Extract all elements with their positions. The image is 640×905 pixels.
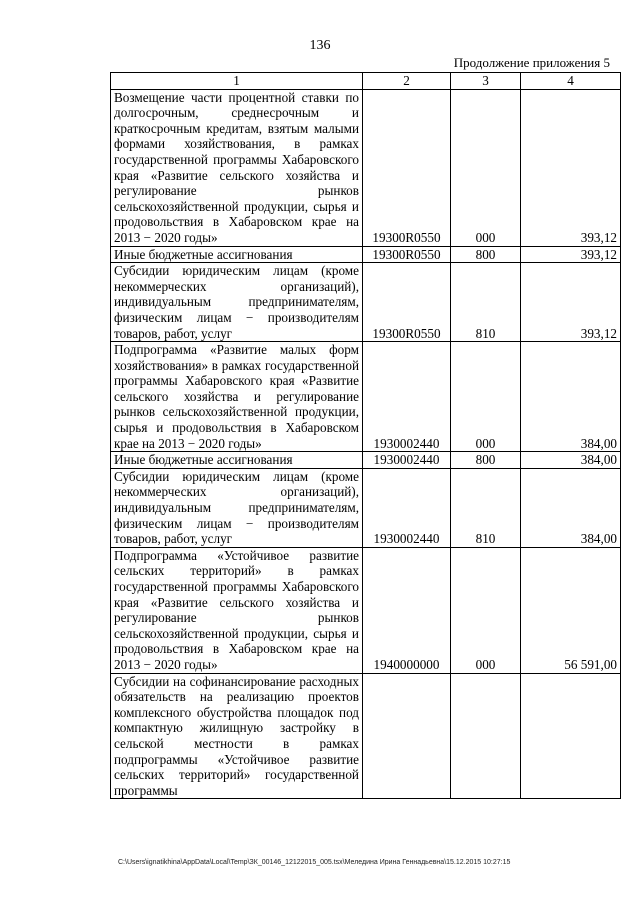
row-name: Субсидии юридическим лицам (кроме некоммерческих организаций), индивидуальным предпринимателям, физическим лицам − производителям товаров, работ, услуг — [111, 468, 363, 547]
column-header: 4 — [521, 73, 621, 90]
column-header: 1 — [111, 73, 363, 90]
row-code: 19300R0550 — [363, 89, 451, 246]
column-header: 2 — [363, 73, 451, 90]
row-amount: 393,12 — [521, 263, 621, 342]
row-code: 1930002440 — [363, 452, 451, 469]
row-type: 810 — [451, 263, 521, 342]
table-row — [111, 89, 621, 246]
row-amount: 384,00 — [521, 452, 621, 469]
table-row — [111, 246, 621, 263]
table-row — [111, 468, 621, 547]
row-code: 19300R0550 — [363, 263, 451, 342]
footer-file-path: C:\Users\ignatikhina\AppData\Local\Temp\ЗК_00146_12122015_005.tsx\Меледина Ирина Геннадьевна\15.12.2015 10:27:15 — [118, 859, 511, 866]
row-type: 810 — [451, 468, 521, 547]
row-amount — [521, 673, 621, 799]
row-name: Иные бюджетные ассигнования — [111, 452, 363, 469]
row-code: 1930002440 — [363, 468, 451, 547]
row-name: Подпрограмма «Развитие малых форм хозяйствования» в рамках государственной программы Хабаровского края «Развитие сельского хозяйства и регулирование рынков сельскохозяйственной продукции, сырья и продовольствия в Хабаровском крае на 2013 − 2020 годы» — [111, 342, 363, 452]
table-row — [111, 547, 621, 673]
row-code: 1940000000 — [363, 547, 451, 673]
row-amount: 384,00 — [521, 342, 621, 452]
row-type: 000 — [451, 342, 521, 452]
row-name: Иные бюджетные ассигнования — [111, 246, 363, 263]
row-name: Подпрограмма «Устойчивое развитие сельских территорий» в рамках государственной программы Хабаровского края «Развитие сельского хозяйства и регулирование рынков сельскохозяйственной продукции, сырья и продовольствия в Хабаровском крае на 2013 − 2020 годы» — [111, 547, 363, 673]
row-name: Субсидии на софинансирование расходных обязательств на реализацию проектов комплексного обустройства площадок под компактную жилищную застройку в сельской местности в рамках подпрограммы «Устойчивое развитие сельских территорий» государственной программы — [111, 673, 363, 799]
table-row — [111, 342, 621, 452]
column-header: 3 — [451, 73, 521, 90]
table-row — [111, 673, 621, 799]
row-amount: 393,12 — [521, 89, 621, 246]
row-type: 000 — [451, 89, 521, 246]
table-row — [111, 263, 621, 342]
row-type: 000 — [451, 547, 521, 673]
row-code: 19300R0550 — [363, 246, 451, 263]
table-row — [111, 452, 621, 469]
budget-table — [110, 72, 621, 799]
row-code — [363, 673, 451, 799]
row-name: Возмещение части процентной ставки по долгосрочным, среднесрочным и краткосрочным кредитам, взятым малыми формами хозяйствования, в рамках государственной программы Хабаровского края «Развитие сельского хозяйства и регулирование рынков сельскохозяйственной продукции, сырья и продовольствия в Хабаровском крае на 2013 − 2020 годы» — [111, 89, 363, 246]
page-number: 136 — [309, 38, 331, 53]
row-amount: 384,00 — [521, 468, 621, 547]
row-type — [451, 673, 521, 799]
row-code: 1930002440 — [363, 342, 451, 452]
row-name: Субсидии юридическим лицам (кроме некоммерческих организаций), индивидуальным предпринимателям, физическим лицам − производителям товаров, работ, услуг — [111, 263, 363, 342]
row-type: 800 — [451, 452, 521, 469]
row-amount: 56 591,00 — [521, 547, 621, 673]
row-amount: 393,12 — [521, 246, 621, 263]
table-header-row — [111, 73, 621, 90]
row-type: 800 — [451, 246, 521, 263]
appendix-note: Продолжение приложения 5 — [453, 55, 610, 70]
